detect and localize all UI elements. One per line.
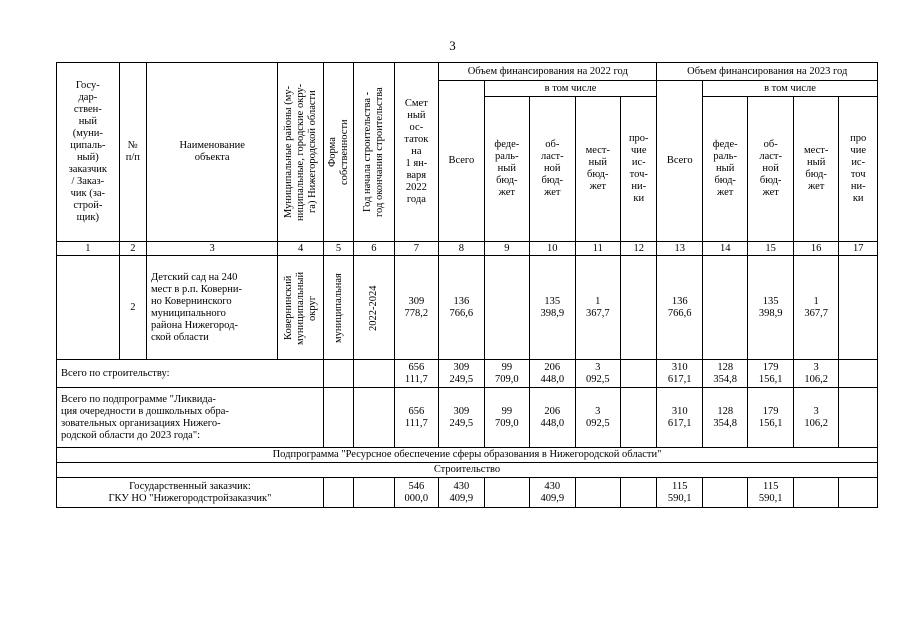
header-including-2022: в том числе [484, 81, 657, 97]
cell-other-2023 [839, 256, 878, 360]
col-number: 10 [530, 242, 575, 256]
header-remainder: Смет ный ос- таток на 1 ян- варя 2022 года [394, 63, 438, 242]
cell-remainder: 309 778,2 [394, 256, 438, 360]
cell-oblast-2022: 206 448,0 [530, 388, 575, 448]
cell-oblast-2023: 135 398,9 [748, 256, 793, 360]
cell-total-2023: 136 766,6 [657, 256, 702, 360]
header-other-2023: про чие ис- точ ни- ки [839, 97, 878, 242]
cell-years: 2022-2024 [354, 256, 394, 360]
cell-total-2022: 309 249,5 [439, 360, 484, 388]
table-row-total-subprogram [57, 388, 878, 448]
col-number: 5 [323, 242, 353, 256]
header-district: Муниципальные районы (му- ниципальные, городские окру- га) Нижегородской области [278, 63, 323, 242]
cell-other-2022 [621, 388, 657, 448]
cell-other-2023 [839, 388, 878, 448]
col-number: 13 [657, 242, 702, 256]
cell-local-2023 [793, 478, 838, 508]
customer-label: Государственный заказчик: ГКУ НО "Нижегородстройзаказчик" [57, 478, 324, 508]
col-number: 17 [839, 242, 878, 256]
column-numbers-row [57, 242, 878, 256]
cell-remainder: 546 000,0 [394, 478, 438, 508]
cell-other-2022 [621, 360, 657, 388]
cell-years [354, 388, 394, 448]
col-number: 8 [439, 242, 484, 256]
col-number: 3 [146, 242, 277, 256]
cell-federal-2022: 99 709,0 [484, 388, 529, 448]
cell-years [354, 478, 394, 508]
header-other-2022: про- чие ис- точ- ни- ки [621, 97, 657, 242]
cell-district: Ковернинский муниципальный округ [278, 256, 323, 360]
cell-object-name: Детский сад на 240 мест в р.п. Коверни- но Ковернинского муниципального района Нижегород- ской области [146, 256, 277, 360]
cell-ownership [323, 478, 353, 508]
table-row-kindergarten [57, 256, 878, 360]
cell-total-2023: 115 590,1 [657, 478, 702, 508]
page-number: 3 [449, 38, 456, 53]
cell-years [354, 360, 394, 388]
cell-total-2022: 136 766,6 [439, 256, 484, 360]
cell-total-2023: 310 617,1 [657, 360, 702, 388]
cell-ownership: муниципальная [323, 256, 353, 360]
table-row-customer [57, 478, 878, 508]
header-number: № п/п [119, 63, 146, 242]
header-total-2023: Всего [657, 81, 702, 242]
cell-other-2022 [621, 256, 657, 360]
header-including-2023: в том числе [702, 81, 877, 97]
cell-total-2022: 430 409,9 [439, 478, 484, 508]
cell-local-2022 [575, 478, 620, 508]
cell-federal-2022 [484, 256, 529, 360]
table-row-total-construction [57, 360, 878, 388]
section-title: Строительство [57, 463, 878, 478]
col-number: 15 [748, 242, 793, 256]
header-federal-2022: феде- раль- ный бюд- жет [484, 97, 529, 242]
header-total-2022: Всего [439, 81, 484, 242]
cell-local-2022: 3 092,5 [575, 360, 620, 388]
col-number: 2 [119, 242, 146, 256]
cell-federal-2023 [702, 256, 747, 360]
cell-number: 2 [119, 256, 146, 360]
cell-remainder: 656 111,7 [394, 388, 438, 448]
header-local-2022: мест- ный бюд- жет [575, 97, 620, 242]
cell-ownership [323, 360, 353, 388]
col-number: 7 [394, 242, 438, 256]
col-number: 6 [354, 242, 394, 256]
header-ownership: Форма собственности [323, 63, 353, 242]
header-local-2023: мест- ный бюд- жет [793, 97, 838, 242]
cell-oblast-2023: 115 590,1 [748, 478, 793, 508]
cell-federal-2023: 128 354,8 [702, 360, 747, 388]
header-oblast-2023: об- ласт- ной бюд- жет [748, 97, 793, 242]
cell-oblast-2023: 179 156,1 [748, 388, 793, 448]
total-construction-label: Всего по строительству: [57, 360, 324, 388]
cell-local-2023: 3 106,2 [793, 360, 838, 388]
cell-federal-2022: 99 709,0 [484, 360, 529, 388]
col-number: 11 [575, 242, 620, 256]
cell-federal-2022 [484, 478, 529, 508]
cell-oblast-2022: 135 398,9 [530, 256, 575, 360]
cell-total-2022: 309 249,5 [439, 388, 484, 448]
cell-local-2023: 3 106,2 [793, 388, 838, 448]
col-number: 9 [484, 242, 529, 256]
header-financing-2022: Объем финансирования на 2022 год [439, 63, 657, 81]
table-row-subprogram-title [57, 448, 878, 463]
cell-other-2023 [839, 360, 878, 388]
cell-other-2022 [621, 478, 657, 508]
header-federal-2023: феде- раль- ный бюд- жет [702, 97, 747, 242]
header-object-name: Наименование объекта [146, 63, 277, 242]
header-customer: Госу- дар- ствен- ный (муни- ципаль- ный) заказчик / Заказ- чик (за- строй- щик) [57, 63, 120, 242]
col-number: 14 [702, 242, 747, 256]
subprogram-title: Подпрограмма "Ресурсное обеспечение сферы образования в Нижегородской области" [57, 448, 878, 463]
cell-federal-2023 [702, 478, 747, 508]
cell-oblast-2022: 206 448,0 [530, 360, 575, 388]
financing-table [56, 62, 878, 508]
cell-oblast-2023: 179 156,1 [748, 360, 793, 388]
header-financing-2023: Объем финансирования на 2023 год [657, 63, 878, 81]
col-number: 12 [621, 242, 657, 256]
col-number: 4 [278, 242, 323, 256]
cell-local-2022: 3 092,5 [575, 388, 620, 448]
col-number: 16 [793, 242, 838, 256]
cell-local-2023: 1 367,7 [793, 256, 838, 360]
cell-customer [57, 256, 120, 360]
header-oblast-2022: об- ласт- ной бюд- жет [530, 97, 575, 242]
col-number: 1 [57, 242, 120, 256]
cell-other-2023 [839, 478, 878, 508]
cell-federal-2023: 128 354,8 [702, 388, 747, 448]
cell-remainder: 656 111,7 [394, 360, 438, 388]
cell-oblast-2022: 430 409,9 [530, 478, 575, 508]
header-years: Год начала строительства - год окончания строительства [354, 63, 394, 242]
total-subprogram-label: Всего по подпрограмме "Ликвида- ция очередности в дошкольных обра- зовательных организациях Нижего- родской области до 2023 года": [57, 388, 324, 448]
cell-local-2022: 1 367,7 [575, 256, 620, 360]
cell-total-2023: 310 617,1 [657, 388, 702, 448]
cell-ownership [323, 388, 353, 448]
table-row-section-title [57, 463, 878, 478]
